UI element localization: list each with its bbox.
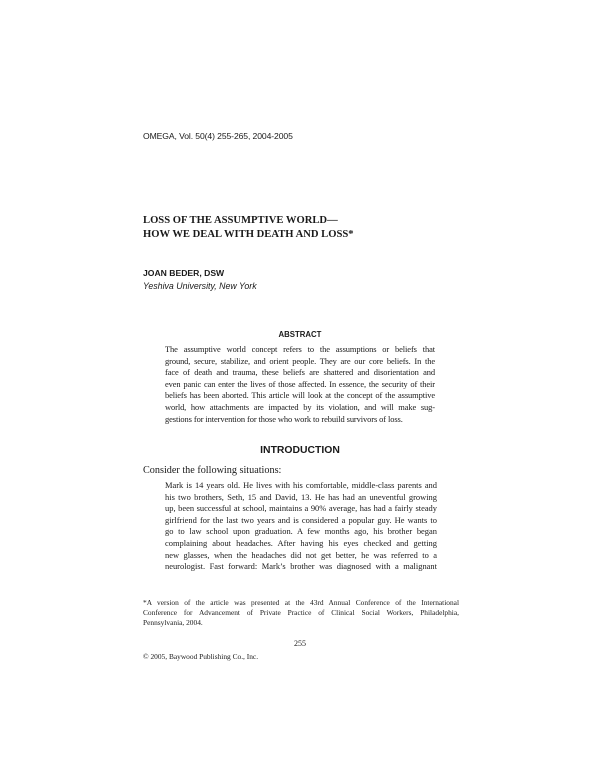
abstract-line: even panic can enter the lives of those affected. In essence, the security of their (165, 378, 435, 389)
introduction-lead: Consider the following situations: (143, 465, 282, 476)
footnote-line: *A version of the article was presented at the 43rd Annual Conference of the International (143, 598, 459, 607)
introduction-heading: INTRODUCTION (260, 445, 340, 456)
abstract-heading: ABSTRACT (278, 330, 322, 339)
title-line-1: LOSS OF THE ASSUMPTIVE WORLD— (143, 215, 338, 226)
author-affiliation: Yeshiva University, New York (143, 281, 257, 291)
page-number: 255 (294, 639, 306, 648)
case-line: go to law school upon graduation. A few months ago, his brother began (165, 526, 437, 537)
case-study-block (165, 480, 437, 573)
abstract-line: world, how attachments are impacted by its violation, and will make sug- (165, 401, 435, 412)
abstract-line: ground, secure, stabilize, and orient people. They are our core beliefs. In the (165, 355, 435, 366)
title-line-2: HOW WE DEAL WITH DEATH AND LOSS* (143, 229, 354, 240)
journal-reference: OMEGA, Vol. 50(4) 255-265, 2004-2005 (143, 131, 293, 141)
case-line: his two brothers, Seth, 15 and David, 13. He has had an uneventful growing (165, 491, 437, 502)
case-line: up, been successful at school, maintains a 90% average, has had a fairly steady (165, 503, 437, 514)
case-line: complaining about headaches. After having his eyes checked and getting (165, 537, 437, 548)
footnote (143, 598, 459, 629)
abstract-line: The assumptive world concept refers to the assumptions or beliefs that (165, 344, 435, 354)
footnote-line: Pennsylvania, 2004. (143, 618, 203, 628)
case-line: girlfriend for the last two years and is considered a popular guy. He wants to (165, 514, 437, 525)
article-title (143, 214, 354, 242)
copyright-notice: © 2005, Baywood Publishing Co., Inc. (143, 652, 259, 661)
footnote-line: Conference for Advancement of Private Practice of Clinical Social Workers, Philadelphia, (143, 608, 459, 618)
author-name: JOAN BEDER, DSW (143, 268, 225, 278)
abstract-line: gestions for intervention for those who work to rebuild survivors of loss. (165, 413, 403, 424)
abstract-line: face of death and trauma, these beliefs are shattered and disorientation and (165, 367, 435, 378)
case-line: neurologist. Fast forward: Mark’s brother was diagnosed with a malignant (165, 561, 437, 572)
abstract-line: beliefs has been aborted. This article will look at the concept of the assumptive (165, 390, 435, 401)
case-line: Mark is 14 years old. He lives with his comfortable, middle-class parents and (165, 480, 437, 490)
abstract-body (165, 344, 435, 425)
case-line: new glasses, when the headaches did not get better, he was referred to a (165, 549, 437, 560)
